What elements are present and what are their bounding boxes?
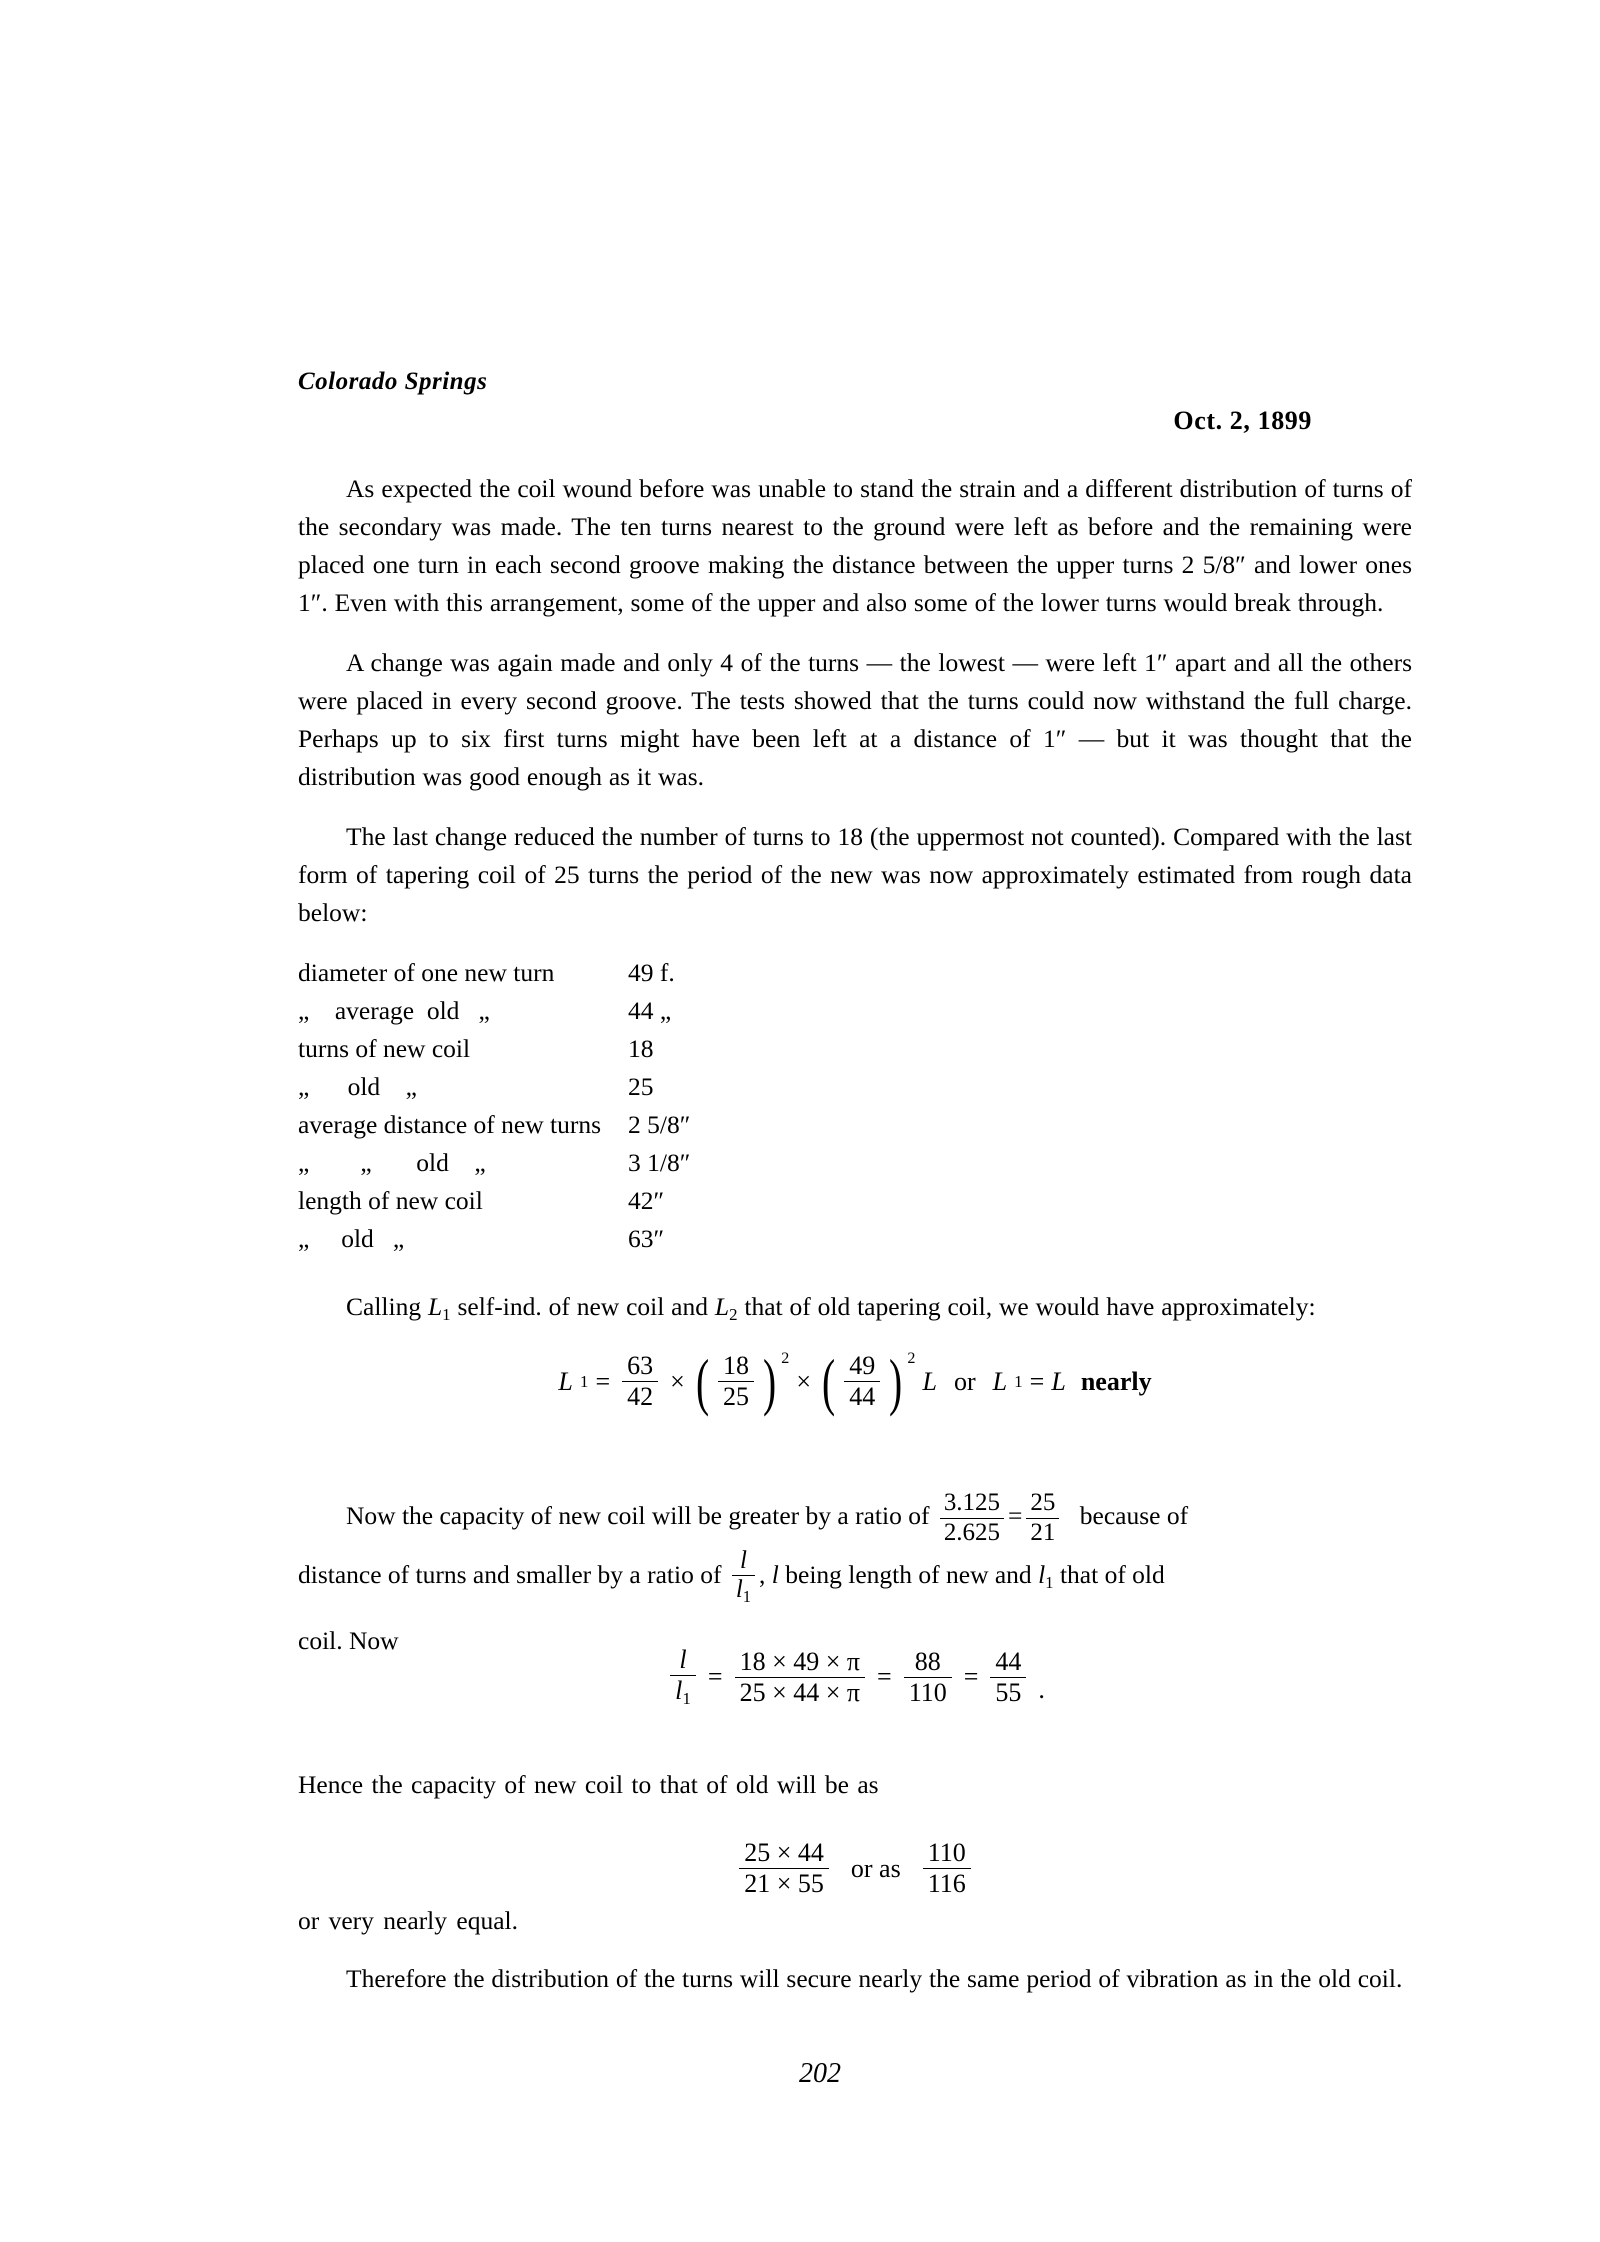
calling-pre: Calling (346, 1292, 428, 1321)
eq2-lhs-fraction (670, 1646, 696, 1709)
capacity-result-denominator: 21 (1026, 1518, 1059, 1546)
eq2-period: . (1038, 1674, 1045, 1704)
eq3-fraction-left (739, 1839, 829, 1898)
eq1-or: or (953, 1366, 976, 1396)
eq2-f1-denominator: 25 × 44 × π (735, 1677, 865, 1707)
eq2-f2-denominator: 110 (904, 1677, 952, 1707)
measurement-value: 25 (628, 1072, 654, 1101)
eq1-nearly: nearly (1080, 1366, 1152, 1396)
symbol-l1-subscript: 1 (1045, 1572, 1054, 1592)
left-paren-icon: ( (695, 1345, 709, 1417)
eq1-lhs: L (558, 1366, 573, 1396)
symbol-L1-subscript: 1 (442, 1305, 451, 1325)
measurement-label: average distance of new turns (298, 1110, 602, 1139)
eq2-equals-3: = (963, 1662, 979, 1692)
right-paren-icon: ) (763, 1345, 777, 1417)
eq1-times-1: × (670, 1366, 685, 1396)
eq2-lhs-numerator: l (679, 1645, 687, 1674)
eq2-fraction-44-55 (990, 1648, 1026, 1707)
paragraph-final: Therefore the distribution of the turns will secure nearly the same period of vibration as in the old coil. (346, 1964, 1403, 1993)
capacity-equals: = (1008, 1501, 1023, 1530)
eq2-fraction-88-110 (904, 1648, 952, 1707)
symbol-l: l (771, 1559, 779, 1589)
measurement-value: 63″ (628, 1224, 665, 1253)
eq2-fraction-pi (735, 1648, 865, 1707)
eq1-f2-denominator: 25 (718, 1381, 754, 1411)
eq2-lhs-denominator (670, 1675, 696, 1709)
symbol-L2: L (714, 1292, 730, 1321)
eq1-f3-numerator: 49 (849, 1351, 876, 1380)
table-row (298, 1106, 690, 1144)
length-ratio-numerator: l (739, 1547, 747, 1575)
eq1-lhs-subscript: 1 (579, 1371, 589, 1391)
eq2-f2-numerator: 88 (914, 1646, 941, 1676)
length-ratio-den-subscript: 1 (742, 1587, 752, 1607)
eq2-f3-numerator: 44 (995, 1646, 1022, 1676)
capacity-result-numerator: 25 (1030, 1489, 1056, 1517)
eq3-or-as: or as (850, 1853, 901, 1883)
measurement-value: 42″ (628, 1186, 665, 1215)
table-row (298, 1030, 690, 1068)
eq2-f3-denominator: 55 (990, 1677, 1026, 1707)
eq1-tail-L: L (922, 1366, 937, 1396)
eq3-f1-denominator: 21 × 55 (739, 1868, 829, 1898)
eq1-fraction-63-42 (622, 1352, 658, 1411)
eq2-lhs-den-subscript: 1 (682, 1689, 691, 1709)
measurement-label: „ average old „ (298, 996, 490, 1025)
measurements-table-body (298, 954, 690, 1258)
table-row (298, 1144, 690, 1182)
table-row (298, 1068, 690, 1106)
measurement-label: turns of new coil (298, 1034, 471, 1063)
capacity-line-3: coil. Now (298, 1625, 399, 1655)
eq1-rhs-L: L (992, 1366, 1008, 1396)
eq1-group-18-25 (692, 1345, 790, 1417)
equation-capacity-ratio-body (734, 1839, 976, 1898)
eq1-f3-denominator: 44 (844, 1381, 880, 1411)
capacity-line2-end: that of old (1053, 1559, 1165, 1589)
measurement-value: 2 5/8″ (628, 1110, 691, 1139)
capacity-line2-mid: , (759, 1559, 772, 1589)
paragraph-1: As expected the coil wound before was unable to stand the strain and a different distribution of turns of the secondary was made. The ten turns nearest to the ground were left as before and the remaining were placed one turn in each second groove making the distance between the upper turns 2 5/8″ and lower ones 1″. Even with this arrangement, some of the upper and also some of the lower turns would break through. (298, 474, 1412, 617)
capacity-discussion (298, 1487, 1412, 1670)
calling-mid: self-ind. of new coil and (450, 1292, 715, 1321)
date-heading: Oct. 2, 1899 (1173, 406, 1312, 435)
capacity-line-1 (298, 1487, 1412, 1546)
capacity-result-fraction (1026, 1490, 1059, 1545)
eq3-f2-denominator: 116 (923, 1868, 971, 1898)
measurement-value: 44 „ (628, 996, 672, 1025)
measurement-label: length of new coil (298, 1186, 483, 1215)
eq2-lhs-den-symbol: l (675, 1676, 683, 1706)
measurement-label: „ old „ (298, 1072, 417, 1101)
capacity-lead: Now the capacity of new coil will be greater by a ratio of (346, 1501, 930, 1530)
nearly-equal-sentence: or very nearly equal. (298, 1906, 518, 1935)
table-row (298, 1220, 690, 1258)
capacity-ratio-denominator: 2.625 (940, 1518, 1004, 1546)
measurement-value: 3 1/8″ (628, 1148, 691, 1177)
equation-inductance-body (558, 1345, 1152, 1417)
table-row (298, 954, 690, 992)
measurement-value: 49 f. (628, 958, 675, 987)
measurement-label: „ old „ (298, 1224, 405, 1253)
paragraph-calling (298, 1288, 1412, 1334)
eq1-exponent-2: 2 (907, 1350, 916, 1368)
eq1-rhs-subscript: 1 (1014, 1371, 1023, 1391)
capacity-line-2 (298, 1546, 1412, 1612)
body-text-block (298, 470, 1412, 1356)
eq1-fraction-49-44 (844, 1352, 880, 1411)
length-ratio-den-symbol: l (735, 1576, 743, 1604)
eq2-f1-numerator: 18 × 49 × π (739, 1646, 861, 1676)
eq1-rhs-equals: = (1029, 1366, 1045, 1396)
eq3-f1-numerator: 25 × 44 (744, 1838, 824, 1867)
measurement-value: 18 (628, 1034, 654, 1063)
symbol-l1: l (1038, 1559, 1046, 1589)
right-paren-icon: ) (889, 1345, 903, 1417)
measurement-label: „ „ old „ (298, 1148, 486, 1177)
eq3-f2-numerator: 110 (927, 1838, 966, 1867)
final-paragraph-block (298, 1960, 1412, 2020)
eq1-group-49-44 (818, 1345, 916, 1417)
table-row (298, 992, 690, 1030)
left-paren-icon: ( (822, 1345, 836, 1417)
capacity-ratio-fraction (940, 1490, 1004, 1545)
paragraph-3: The last change reduced the number of turns to 18 (the uppermost not counted). Compared with the last form of tapering coil of 25 turns the period of the new was now approximately estimated from rough data below: (298, 822, 1412, 927)
calling-post: that of old tapering coil, we would have approximately: (737, 1292, 1316, 1321)
symbol-L2-subscript: 2 (729, 1305, 738, 1325)
equation-capacity-ratio (298, 1838, 1412, 1898)
equation-length-ratio-body (665, 1646, 1045, 1709)
eq3-fraction-right (923, 1839, 971, 1898)
hence-sentence: Hence the capacity of new coil to that of old will be as (298, 1770, 879, 1799)
measurement-label: diameter of one new turn (298, 958, 555, 987)
equation-length-ratio (298, 1645, 1412, 1709)
eq1-fraction-18-25 (718, 1352, 754, 1411)
measurements-table (298, 954, 690, 1258)
capacity-tail: because of (1079, 1501, 1189, 1530)
place-heading: Colorado Springs (298, 368, 488, 395)
paragraph-2: A change was again made and only 4 of the turns — the lowest — were left 1″ apart and all the others were placed in every second groove. The tests showed that the turns could now withstand the full charge. Perhaps up to six first turns might have been left at a distance of 1″ — but it was thought that the distribution was good enough as it was. (298, 648, 1412, 791)
eq2-equals-2: = (877, 1662, 892, 1692)
eq1-f1-numerator: 63 (627, 1351, 654, 1380)
capacity-line2-pre: distance of turns and smaller by a ratio of (298, 1559, 722, 1589)
eq1-equals: = (595, 1366, 611, 1396)
eq1-times-2: × (796, 1366, 811, 1396)
eq1-f1-denominator: 42 (622, 1381, 658, 1411)
length-ratio-fraction (732, 1548, 755, 1605)
page-number: 202 (799, 2058, 841, 2089)
length-ratio-denominator (732, 1575, 755, 1605)
eq2-equals-1: = (707, 1662, 723, 1692)
eq1-rhs-value: L (1051, 1366, 1066, 1396)
eq1-f2-numerator: 18 (723, 1351, 750, 1380)
capacity-line2-post: being length of new and (778, 1559, 1039, 1589)
capacity-ratio-numerator: 3.125 (943, 1489, 1001, 1517)
equation-inductance (298, 1345, 1412, 1417)
symbol-L1: L (427, 1292, 443, 1321)
eq1-exponent-1: 2 (781, 1350, 790, 1368)
table-row (298, 1182, 690, 1220)
